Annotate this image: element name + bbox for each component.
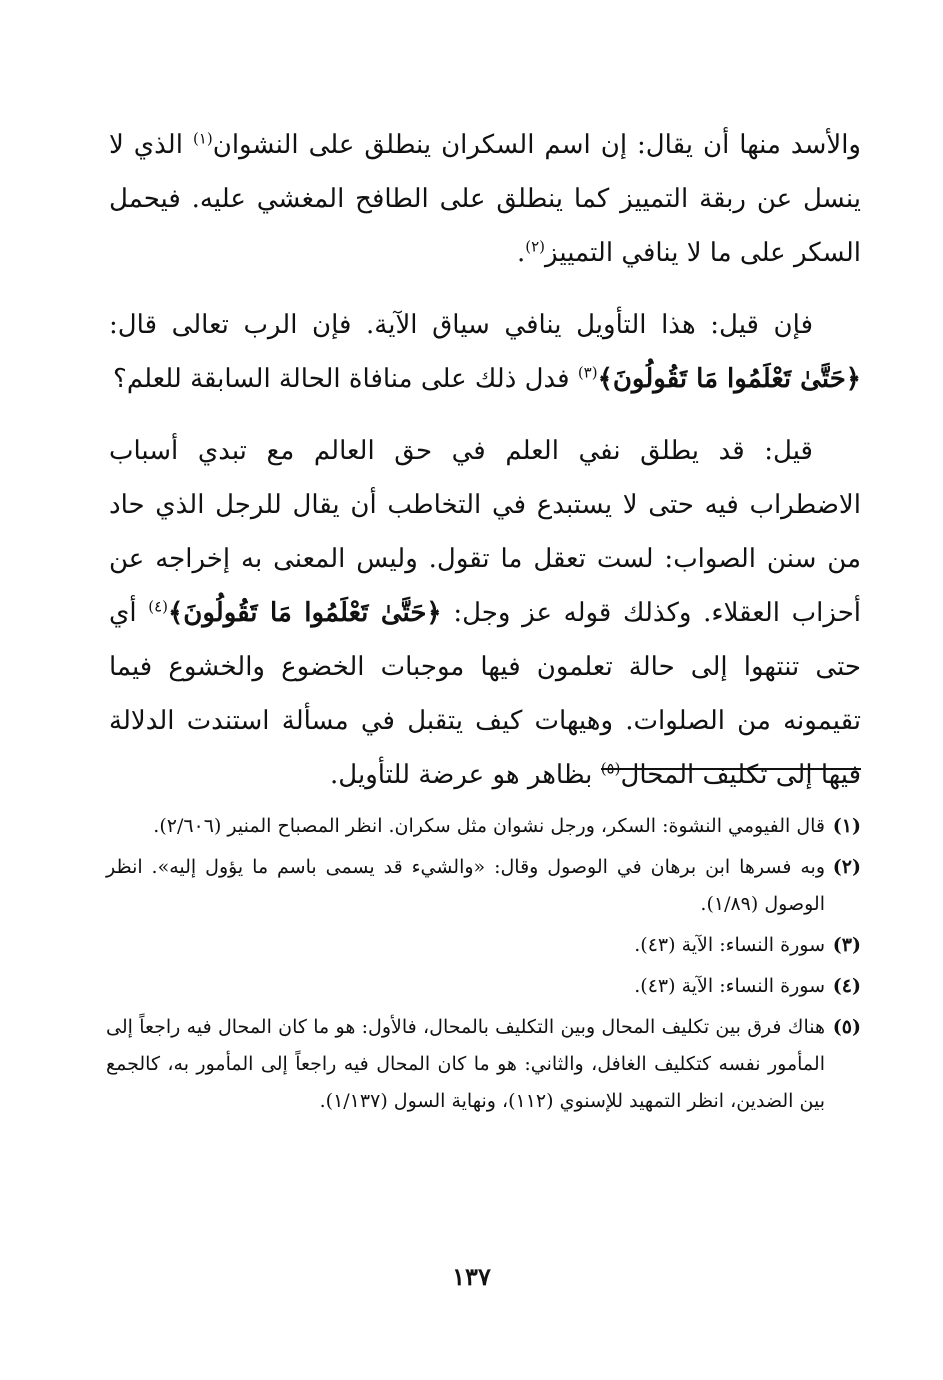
- paragraph-1: [109, 118, 861, 280]
- paragraph-3-text-b: أي حتى تنتهوا إلى حالة تعلمون فيها موجبات الخضوع والخشوع فيما تقيمونه من الصلوات. وهيهات كيف يتقبل في مسألة استندت الدلالة فيها إلى تكليف المحال: [109, 598, 861, 790]
- footnote-5: [106, 1009, 861, 1120]
- paragraph-3-text-c: بظاهر هو عرضة للتأويل.: [330, 760, 601, 790]
- footnote-marker-1[interactable]: (١): [192, 129, 213, 148]
- footnote-number: (٤): [832, 975, 861, 997]
- footnote-1: [106, 808, 861, 845]
- footnote-text: سورة النساء: الآية (٤٣).: [634, 975, 825, 997]
- paragraph-1-text-c: .: [516, 238, 526, 268]
- paragraph-3-text-a: قيل: قد يطلق نفي العلم في حق العالم مع تبدي أسباب الاضطراب فيه حتى لا يستبدع في التخاطب أن يقال للرجل الذي حاد من سنن الصواب: لست تعقل ما تقول. وليس المعنى به إخراجه عن أحزاب العقلاء. وكذلك قوله عز وجل:: [109, 436, 861, 628]
- footnote-2: [106, 849, 861, 923]
- footnote-number: (٣): [832, 934, 861, 956]
- quran-verse-2: ﴿حَتَّىٰ تَعْلَمُوا مَا تَقُولُونَ﴾: [168, 598, 442, 628]
- main-text: [109, 118, 861, 820]
- paragraph-2-text-a: فإن قيل: هذا التأويل ينافي سياق الآية. فإن الرب تعالى قال:: [109, 310, 813, 340]
- footnote-text: هناك فرق بين تكليف المحال وبين التكليف بالمحال، فالأول: هو ما كان المحال فيه راجعاً إلى المأمور نفسه كتكليف الغافل، والثاني: هو ما كان المحال فيه راجعاً إلى المأمور به، كالجمع بين الضدين، انظر التمهيد للإسنوي (١١٢)، ونهاية السول (١/١٣٧).: [106, 1016, 825, 1112]
- footnote-text: سورة النساء: الآية (٤٣).: [634, 934, 825, 956]
- page-number: ١٣٧: [452, 1262, 491, 1291]
- paragraph-2: [109, 298, 861, 406]
- footnote-marker-5[interactable]: (٥): [600, 759, 621, 778]
- paragraph-1-text-a: والأسد منها أن يقال: إن اسم السكران ينطلق على النشوان: [212, 130, 861, 160]
- footnote-3: [106, 927, 861, 964]
- footnote-separator: [601, 768, 861, 770]
- footnote-text: قال الفيومي النشوة: السكر، ورجل نشوان مثل سكران. انظر المصباح المنير (٢/٦٠٦).: [153, 815, 825, 837]
- footnote-text: وبه فسرها ابن برهان في الوصول وقال: «والشيء قد يسمى باسم ما يؤول إليه». انظر الوصول (١/٨٩).: [106, 856, 825, 915]
- footnote-number: (٥): [832, 1016, 861, 1038]
- quran-verse-1: ﴿حَتَّىٰ تَعْلَمُوا مَا تَقُولُونَ﴾: [597, 364, 861, 394]
- paragraph-2-text-b: فدل ذلك على منافاة الحالة السابقة للعلم؟: [113, 364, 578, 394]
- paragraph-1-text-b: الذي لا ينسل عن ربقة التمييز كما ينطلق على الطافح المغشي عليه. فيحمل السكر على ما لا ينافي التمييز: [109, 130, 861, 268]
- footnote-4: [106, 968, 861, 1005]
- footnote-marker-4[interactable]: (٤): [148, 597, 169, 616]
- paragraph-3: [109, 424, 861, 802]
- footnote-number: (١): [832, 815, 861, 837]
- footnote-number: (٢): [832, 856, 861, 878]
- footnote-marker-2[interactable]: (٢): [525, 237, 545, 256]
- footnotes-section: [106, 808, 861, 1124]
- footnote-marker-3[interactable]: (٣): [577, 363, 598, 382]
